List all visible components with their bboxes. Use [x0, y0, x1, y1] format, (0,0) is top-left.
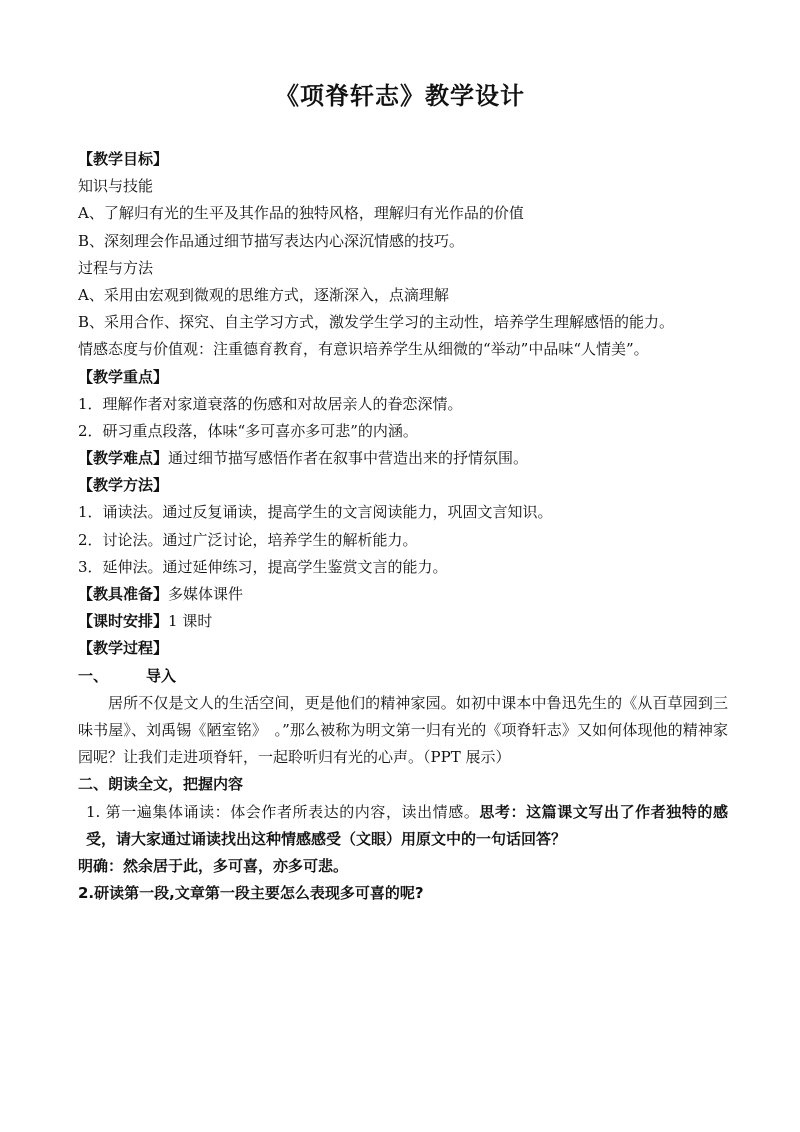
section-2-heading: 二、朗读全文，把握内容 — [78, 775, 244, 794]
teaching-process-heading: 【教学过程】 — [78, 639, 169, 658]
tools-line — [78, 581, 728, 608]
knowledge-item-b: B、深刻理会作品通过细节描写表达内心深沉情感的技巧。 — [78, 231, 465, 250]
key-points-heading: 【教学重点】 — [78, 367, 169, 386]
document-body — [78, 146, 728, 907]
process-item-a: A、采用由宏观到微观的思维方式，逐渐深入，点滴理解 — [78, 285, 449, 304]
method-item-2: 2．讨论法。通过广泛讨论，培养学生的解析能力。 — [78, 530, 418, 549]
intro-paragraph: 居所不仅是文人的生活空间，更是他们的精神家园。如初中课本中鲁迅先生的《从百草园到三味书屋》、刘禹锡《陋室铭》 。”那么被称为明文第一归有光的《项脊轩志》又如何体现他的精神家园呢？让我们走进项脊轩，一起聆听归有光的心声。（PPT 展示） — [78, 693, 728, 767]
difficulty-line — [78, 445, 728, 472]
process-methods-heading: 过程与方法 — [78, 258, 154, 277]
knowledge-item-a: A、了解归有光的生平及其作品的独特风格，理解归有光作品的价值 — [78, 204, 524, 223]
difficulty-text: 通过细节描写感悟作者在叙事中营造出来的抒情氛围。 — [168, 449, 529, 468]
tools-text: 多媒体课件 — [168, 585, 244, 603]
schedule-line — [78, 608, 728, 635]
step-1-text: 1. 第一遍集体诵读：体会作者所表达的内容，读出情感。 — [86, 802, 480, 821]
method-item-1: 1．诵读法。通过反复诵读，提高学生的文言阅读能力，巩固文言知识。 — [78, 503, 553, 522]
objectives-heading: 【教学目标】 — [78, 150, 169, 168]
knowledge-skills-heading: 知识与技能 — [78, 177, 154, 196]
difficulty-heading: 【教学难点】 — [78, 449, 169, 468]
step-2-line: 2.研读第一段,文章第一段主要怎么表现多可喜的呢? — [78, 884, 424, 903]
tools-heading: 【教具准备】 — [78, 585, 169, 603]
step-1-question: 思考：这篇课文写出了作者独特的感受，请大家通过诵读找出这种情感感受（文眼）用原文中的一句话回答？ — [86, 802, 728, 848]
section-1-heading — [78, 663, 728, 690]
method-item-3: 3．延伸法。通过延伸练习，提高学生鉴赏文言的能力。 — [78, 557, 448, 576]
process-item-b: B、采用合作、探究、自主学习方式，激发学生学习的主动性，培养学生理解感悟的能力。 — [78, 313, 675, 332]
schedule-text: 1 课时 — [168, 612, 213, 631]
emotion-values-line: 情感态度与价值观：注重德育教育，有意识培养学生从细微的“举动”中品味“人情美”。 — [78, 340, 649, 359]
page-title: 《项脊轩志》教学设计 — [275, 82, 525, 110]
key-point-item-2: 2．研习重点段落，体味“多可喜亦多可悲”的内涵。 — [78, 421, 418, 440]
answer-line: 明确：然余居于此，多可喜，亦多可悲。 — [78, 856, 349, 875]
schedule-heading: 【课时安排】 — [78, 612, 169, 631]
section-1-title: 导入 — [146, 666, 177, 685]
methods-heading: 【教学方法】 — [78, 476, 169, 495]
key-point-item-1: 1．理解作者对家道衰落的伤感和对故居亲人的眷恋深情。 — [78, 394, 463, 413]
section-1-number: 一、 — [78, 666, 109, 685]
step-1-paragraph — [78, 799, 728, 853]
